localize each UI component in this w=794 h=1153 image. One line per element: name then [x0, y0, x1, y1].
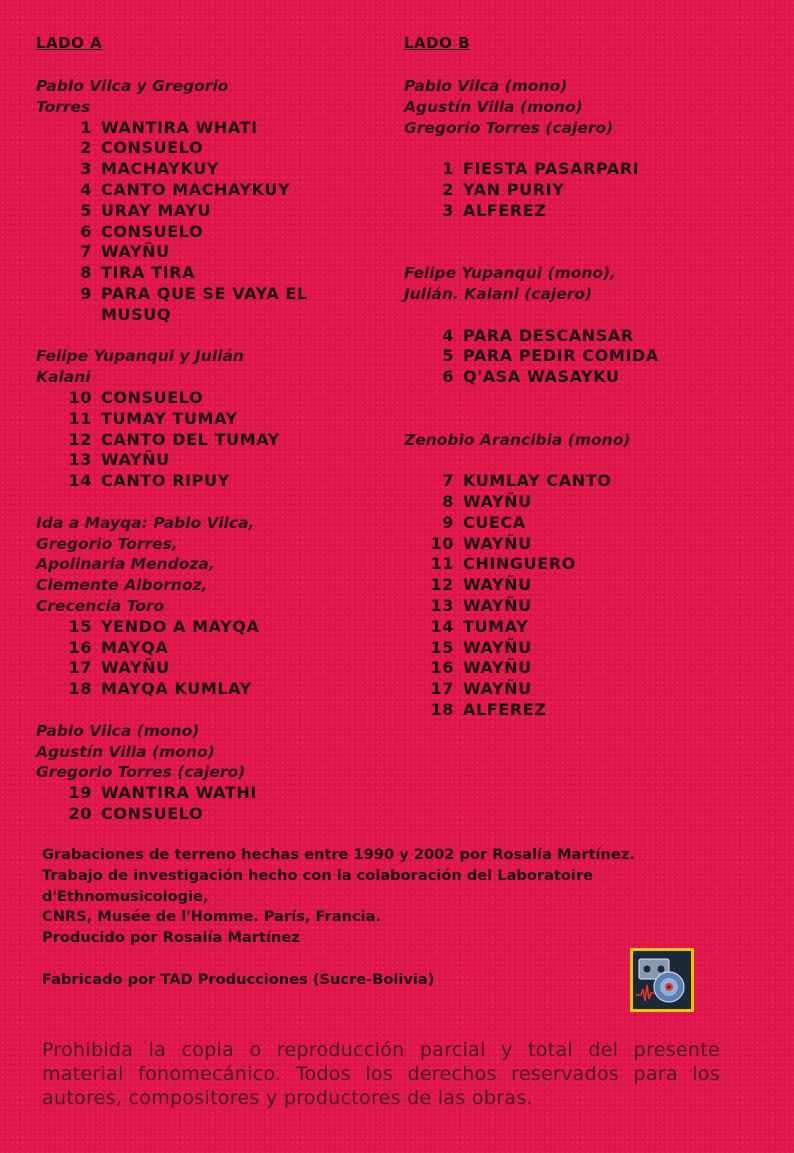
track-number: 1: [442, 159, 454, 179]
track-item: [404, 180, 784, 201]
track-item: [404, 534, 784, 555]
track-number: 6: [80, 221, 92, 241]
track-title: TUMAY: [463, 616, 529, 636]
group-spacer: [36, 700, 376, 721]
track-item: [36, 388, 376, 409]
track-number: 2: [442, 179, 454, 199]
track-list: [36, 388, 376, 492]
performer-line: Gregorio Torres,: [36, 534, 178, 553]
track-title: URAY MAYU: [101, 200, 212, 220]
performers: [404, 430, 784, 451]
track-number: 13: [68, 450, 92, 470]
track-number: 10: [68, 387, 92, 407]
track-number: 17: [68, 658, 92, 678]
track-title: TIRA TIRA: [101, 263, 196, 283]
track-item: [36, 430, 376, 451]
track-title: YENDO A MAYQA: [101, 616, 260, 636]
track-item: [36, 804, 376, 825]
track-number: 18: [430, 699, 454, 719]
performer-line: Felipe Yupanqui (mono),: [404, 264, 617, 283]
track-title: YAN PURIY: [463, 179, 565, 199]
track-item: [36, 617, 376, 638]
track-title: CANTO MACHAYKUY: [101, 179, 291, 199]
performer-line: Pablo Vilca (mono): [36, 721, 200, 740]
track-item: [404, 513, 784, 534]
track-number: 8: [442, 491, 454, 511]
track-item: [404, 617, 784, 638]
track-item: [36, 118, 376, 139]
track-list: [404, 471, 784, 721]
track-list: [36, 783, 376, 825]
performer-line: Torres: [36, 97, 91, 116]
track-number: 15: [430, 637, 454, 657]
track-number: 12: [68, 429, 92, 449]
performer-line: Clemente Albornoz,: [36, 576, 208, 595]
performers: [36, 76, 376, 118]
track-list: [36, 617, 376, 700]
performer-line: Agustín Villa (mono): [404, 97, 583, 116]
performer-line: Ida a Mayqa: Pablo Vilca,: [36, 513, 255, 532]
track-item: [36, 159, 376, 180]
performer-line: Gregorio Torres (cajero): [36, 763, 246, 782]
track-number: 7: [80, 242, 92, 262]
track-title: CONSUELO: [101, 803, 204, 823]
track-item: [36, 284, 376, 326]
track-item: [36, 658, 376, 679]
track-number: 5: [442, 346, 454, 366]
track-title: CONSUELO: [101, 138, 204, 158]
track-number: 11: [430, 554, 454, 574]
track-item: [36, 180, 376, 201]
track-title: ALFEREZ: [463, 200, 547, 220]
track-title: WAYÑU: [463, 491, 532, 511]
track-item: [404, 471, 784, 492]
logo-graphic: [633, 951, 691, 1009]
track-title: MAYQA: [101, 637, 169, 657]
performers: [36, 721, 376, 783]
performer-line: Apolinaria Mendoza,: [36, 555, 215, 574]
track-item: [404, 554, 784, 575]
group-spacer: [36, 326, 376, 347]
group-spacer: [404, 388, 784, 430]
track-number: 3: [442, 200, 454, 220]
track-number: 6: [442, 367, 454, 387]
track-number: 14: [68, 471, 92, 491]
performer-line: Gregorio Torres (cajero): [404, 118, 614, 137]
track-title: WAYÑU: [101, 658, 170, 678]
track-item: [404, 658, 784, 679]
performer-spacer: [404, 450, 784, 471]
credit-line-2: Trabajo de investigación hecho con la colaboración del Laboratoire d'Ethnomusicologie,: [42, 866, 594, 905]
side-b-column: [404, 32, 784, 721]
track-title: CHINGUERO: [463, 554, 576, 574]
track-number: 1: [80, 117, 92, 137]
performers: [36, 346, 376, 388]
track-list: [36, 118, 376, 326]
performer-line: Agustín Villa (mono): [36, 742, 215, 761]
track-item: [404, 679, 784, 700]
track-item: [404, 700, 784, 721]
track-item: [36, 783, 376, 804]
track-title: CONSUELO: [101, 221, 204, 241]
track-number: 20: [68, 803, 92, 823]
track-title: CANTO DEL TUMAY: [101, 429, 280, 449]
track-item: [404, 159, 784, 180]
track-number: 16: [68, 637, 92, 657]
track-title: WAYÑU: [463, 595, 532, 615]
legal-notice: Prohibida la copia o reproducción parcial y total del presente material fonomecánico. Todos los derechos reservados para los autores, compositores y productores de las obras.: [42, 1039, 720, 1109]
track-title: WANTIRA WHATI: [101, 117, 258, 137]
track-list: [404, 326, 784, 388]
track-title: KUMLAY CANTO: [463, 471, 612, 491]
track-item: [404, 326, 784, 347]
track-item: [36, 679, 376, 700]
track-item: [36, 450, 376, 471]
track-number: 4: [442, 325, 454, 345]
group-spacer: [36, 492, 376, 513]
track-title: TUMAY TUMAY: [101, 408, 238, 428]
track-number: 4: [80, 179, 92, 199]
performer-line: Zenobio Arancibia (mono): [404, 430, 631, 449]
track-item: [404, 201, 784, 222]
performers: [36, 513, 376, 617]
performers: [404, 76, 784, 138]
track-title: PARA PEDIR COMIDA: [463, 346, 659, 366]
side-title: LADO B: [404, 34, 471, 52]
track-title: WAYÑU: [463, 575, 532, 595]
track-item: [36, 222, 376, 243]
performer-line: Julián. Kalani (cajero): [404, 284, 593, 303]
track-title: MACHAYKUY: [101, 159, 219, 179]
track-item: [404, 492, 784, 513]
performer-line: Crecencia Toro: [36, 596, 165, 615]
track-title: CUECA: [463, 512, 526, 532]
track-title: WAYÑU: [101, 242, 170, 262]
track-number: 8: [80, 263, 92, 283]
performer-line: Felipe Yupanqui y Julián: [36, 347, 244, 366]
track-title: WAYÑU: [463, 658, 532, 678]
track-title: MAYQA KUMLAY: [101, 679, 252, 699]
track-number: 9: [80, 283, 92, 303]
credit-line-3: CNRS, Musée de l'Homme. París, Francia.: [42, 908, 382, 926]
track-title: PARA QUE SE VAYA EL MUSUQ: [101, 283, 308, 324]
manufacturer-line: Fabricado por TAD Producciones (Sucre-Bolivia): [42, 970, 435, 988]
track-title: WANTIRA WATHI: [101, 783, 257, 803]
track-number: 9: [442, 512, 454, 532]
track-number: 14: [430, 616, 454, 636]
track-number: 17: [430, 679, 454, 699]
track-number: 18: [68, 679, 92, 699]
track-item: [404, 346, 784, 367]
track-list: [404, 159, 784, 221]
performer-line: Kalani: [36, 368, 91, 387]
track-item: [404, 575, 784, 596]
track-title: FIESTA PASARPARI: [463, 159, 640, 179]
track-item: [36, 201, 376, 222]
track-title: CANTO RIPUY: [101, 471, 230, 491]
credits: [42, 845, 722, 991]
cassette-cd-logo-icon: [630, 948, 694, 1012]
track-item: [404, 638, 784, 659]
track-number: 10: [430, 533, 454, 553]
track-number: 19: [68, 783, 92, 803]
track-title: WAYÑU: [463, 533, 532, 553]
track-number: 2: [80, 138, 92, 158]
track-title: ALFEREZ: [463, 699, 547, 719]
track-item: [404, 367, 784, 388]
track-item: [36, 263, 376, 284]
side-a-column: [36, 32, 376, 825]
credit-line-4: Producido por Rosalía Martínez: [42, 929, 300, 947]
track-item: [36, 471, 376, 492]
track-title: WAYÑU: [101, 450, 170, 470]
track-number: 5: [80, 200, 92, 220]
track-number: 16: [430, 658, 454, 678]
track-item: [36, 138, 376, 159]
track-title: Q'ASA WASAYKU: [463, 367, 620, 387]
side-title: LADO A: [36, 34, 103, 52]
performer-spacer: [404, 138, 784, 159]
track-title: WAYÑU: [463, 637, 532, 657]
track-item: [36, 638, 376, 659]
performer-spacer: [404, 305, 784, 326]
track-title: CONSUELO: [101, 387, 204, 407]
track-number: 15: [68, 616, 92, 636]
track-item: [404, 596, 784, 617]
performer-line: Pablo Vilca y Gregorio: [36, 77, 229, 95]
track-number: 12: [430, 575, 454, 595]
group-spacer: [404, 222, 784, 264]
track-number: 11: [68, 408, 92, 428]
performer-line: Pablo Vilca (mono): [404, 77, 568, 95]
track-number: 7: [442, 471, 454, 491]
track-title: PARA DESCANSAR: [463, 325, 634, 345]
track-item: [36, 409, 376, 430]
performers: [404, 263, 784, 305]
track-title: WAYÑU: [463, 679, 532, 699]
track-number: 13: [430, 595, 454, 615]
track-number: 3: [80, 159, 92, 179]
credit-line-1: Grabaciones de terreno hechas entre 1990 y 2002 por Rosalía Martínez.: [42, 846, 635, 863]
track-item: [36, 242, 376, 263]
